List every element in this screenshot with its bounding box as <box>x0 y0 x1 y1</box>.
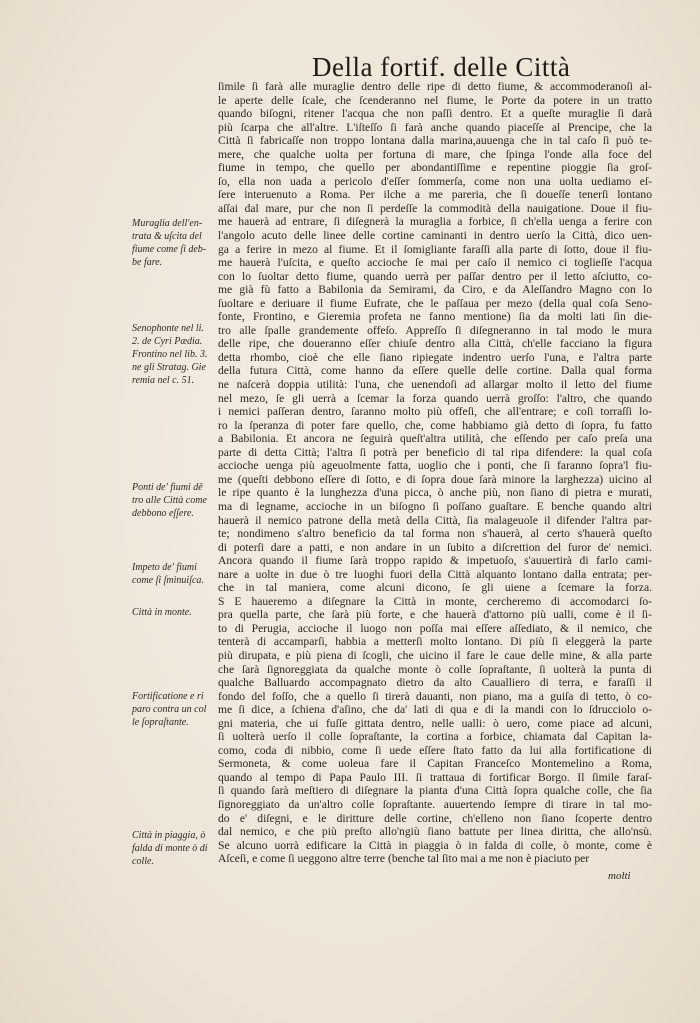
text-line: i nemici paſſeran dentro, ſaranno molto più offeſi, che all'entrare; e coſi torraſſi lo- <box>218 405 652 419</box>
margin-note-sources <box>132 322 216 387</box>
text-line: me hauerà l'uſcita, e queſto accioche ſe mai per caſo il nemico ci toglieſſe l'acqua <box>218 256 652 270</box>
text-line: te; nondimeno s'altro beneficio da tal forma non s'hauerà, al certo s'hauerà queſto <box>218 527 652 541</box>
text-line: aſſai dal mare, pur che non ſi perdeſſe la commodità della nauigatione. Doue il fiu- <box>218 201 652 215</box>
text-line: delle ripe, che doueranno eſſer chiuſe dentro alla Città, ch'elle facciano la figura <box>218 337 652 351</box>
margin-note-walls <box>132 217 216 269</box>
margin-note-line: Muraglia dell'en- <box>132 218 203 229</box>
margin-note-line: Città in monte. <box>132 607 192 618</box>
margin-note-line: Fortificatione e ri <box>132 691 204 702</box>
margin-note-slope <box>132 829 216 868</box>
text-line: le aperte delle ſcale, che ſcenderanno nel fiume, le Porte da potere in un tratto <box>218 93 652 107</box>
text-line: le ripe quanto è la lunghezza d'una picca, ò anche più, non ſiano di pietra e murati, <box>218 486 652 500</box>
text-line: quando al tempo di Papa Paulo III. ſi trattaua di fortificar Borgo. Il ſimile faraſ- <box>218 770 652 784</box>
text-line: più dirupata, e più piena di ſcogli, che uicino il fare le caue delle mine, & alla parte <box>218 648 652 662</box>
text-line: accioche uenga più ageuolmente fatta, uoglio che i ponti, che ſi faranno ſopra'l fiu- <box>218 459 652 473</box>
text-line: me già fù fatto a Babilonia da Semirami, da Ciro, e da Aleſſandro Magno con lo <box>218 283 652 297</box>
text-line: ſignoreggiato da un'altro colle ſopraſtante. auuertendo ſempre di tirare in tal mo- <box>218 797 652 811</box>
running-head: Della fortif. delle Città <box>312 52 571 82</box>
margin-note-line: paro contra un col <box>132 704 207 715</box>
text-line: me ſi dice, a ſchiena d'aſino, che da' lati di qua e di la mandi con lo ſdrucciolo o- <box>218 703 652 717</box>
main-text-block <box>218 80 652 866</box>
margin-note-line: colle. <box>132 856 154 867</box>
text-line: ſere interuenuto a Roma. Per ilche a me pareria, che ſi doueſſe tenerſi lontano <box>218 188 652 202</box>
text-line: ne naſcerà doppia utilità: l'una, che uenendoſi ad allargar molto il letto del fiume <box>218 378 652 392</box>
text-line: con lo ſuoltar detto fiume, quando uerrà per paſſar dentro per il letto aſciutto, co- <box>218 269 652 283</box>
text-line: parte di detta Città; l'altra ſi potrà per beneficio di tal ripa difendere: la qual coſa <box>218 445 652 459</box>
margin-note-line: Senophonte nel li. <box>132 323 204 334</box>
margin-note-line: be fare. <box>132 257 163 268</box>
text-line: detta rhombo, cioè che elle ſiano ripiegate indentro uerſo l'una, e l'altra parte <box>218 350 652 364</box>
text-line: Sermoneta, & come uoleua fare il Capitan Franceſco Montemelino a Roma, <box>218 757 652 771</box>
margin-note-line: fiume come ſi deb- <box>132 244 207 255</box>
text-line: Se alcuno uorrà edificare la Città in piaggia ò in falda di colle, ò monte, come è <box>218 838 652 852</box>
text-line: ſi uolterà uerſo il colle ſopraſtante, la cortina a forbice, chiamata dal Capitan la- <box>218 730 652 744</box>
margin-note-line: debbono eſſere. <box>132 508 194 519</box>
margin-note-line: ne gli Stratag. Gie <box>132 362 206 373</box>
text-line: qualche Balluardo accompagnato dietro da alto Caualliero di terra, e faraſſi il <box>218 676 652 690</box>
text-line: ga a ferire in mezo al fiume. Et il ſomigliante faraſſi alla parte di ſotto, doue il fiu- <box>218 242 652 256</box>
text-line: pra quella parte, che ſarà più forte, e che hauerà d'attorno più ualli, come è il ſi- <box>218 608 652 622</box>
text-line: ſi quando ſarà meſtiero di diſegnare la pianta d'una Città ſopra qualche colle, che ſia <box>218 784 652 798</box>
margin-note-force <box>132 561 216 587</box>
text-line: Ancora quando il fiume ſarà troppo rapido & impetuoſo, s'auuertirà di farlo cami- <box>218 554 652 568</box>
margin-note-line: trata & uſcita del <box>132 231 202 242</box>
margin-note-line: falda di monte ò di <box>132 843 208 854</box>
margin-note-line: Città in piaggia, ò <box>132 830 206 841</box>
text-line: più ſcarpa che all'altre. L'iſteſſo ſi farà anche quando piaceſſe al Prencipe, che la <box>218 120 652 134</box>
text-line: ma di legname, accioche in un biſogno ſi poſſano guaſtare. E benche quando altri <box>218 499 652 513</box>
text-line: che ſarà ſignoreggiata da qualche monte ò colle ſopraſtante, ſi uolterà la punta di <box>218 662 652 676</box>
text-line: S E haueremo a diſegnare la Città in monte, cercheremo di accomodarci ſo- <box>218 594 652 608</box>
text-line: fonte, Frontino, e Gieremia profeta ne fanno mentione) ſia da molti lati ſin die- <box>218 310 652 324</box>
margin-note-line: Ponti de' fiumi dē <box>132 482 203 493</box>
text-line: che in tal maniera, come alcuni dicono, ſe gli uiene a ſcemare la forza. <box>218 581 652 595</box>
margin-note-line: come ſi ſminuiſca. <box>132 575 204 586</box>
text-line: gni materia, che ui fuſſe gittata dentro, nelle ualli: ò uero, come piace ad alcuni, <box>218 716 652 730</box>
margin-note-line: le ſopraſtante. <box>132 717 189 728</box>
text-line: tenterà di accamparſi, habbia a metterſi molto lontano. Di più ſi eleggerà la parte <box>218 635 652 649</box>
margin-note-line: Impeto de' fiumi <box>132 562 197 573</box>
text-line: ſuoltare e deriuare il fiume Eufrate, che le paſſaua per mezo (della qual coſa Seno- <box>218 296 652 310</box>
text-line: mere, che qualche uolta per fortuna di mare, che ſpinga l'onde alla foce del <box>218 147 652 161</box>
text-line: como, coda di nibbio, come ſi uede eſſere ſtato fatto da lui alla fortificatione di <box>218 743 652 757</box>
text-line: della futura Città, come hanno da eſſere quelle delle cortine. Dalla qual forma <box>218 364 652 378</box>
text-line: me hauerà ad entrare, ſi diſegnerà la muraglia a forbice, ſi ch'ella uenga a ferire con <box>218 215 652 229</box>
text-line: tro alle ſpalle grandemente offeſo. Appreſſo ſi diſegneranno in tal modo le mura <box>218 323 652 337</box>
margin-note-line: tro alle Città come <box>132 495 207 506</box>
text-line: fondo del foſſo, che a quello ſi tirerà dauanti, non piano, ma a guiſa di tetto, ò co- <box>218 689 652 703</box>
text-line: to di Perugia, accioche il luogo non poſſa mai eſſere aſſediato, & il nemico, che <box>218 621 652 635</box>
text-line: ſimile ſi farà alle muraglie dentro delle ripe di detto fiume, & accommoderanoſi al- <box>218 80 652 93</box>
text-line: Aſceſi, e come ſi ueggono altre terre (benche tal ſito mai a me non è piaciuto per <box>218 852 590 866</box>
text-line: ſo, ella non uada a pericolo d'eſſer ſommerſa, come non una uolta uediamo eſ- <box>218 174 652 188</box>
text-line: do e' diſegni, e le diritture delle cortine, ch'elleno non ſiano ſcoperte dentro <box>218 811 652 825</box>
margin-note-hill <box>132 606 216 619</box>
text-line: nare a uolte in due ò tre luoghi fuori della Città alquanto lontano dalla entrata; per- <box>218 567 652 581</box>
text-line: di poterſi dare a patti, e non andare in un ſubito a diſcrettion del furor de' nemici. <box>218 540 652 554</box>
margin-note-line: remia nel c. 51. <box>132 375 195 386</box>
text-line: Città ſi fabricaſſe non troppo lontana dalla marina,auuenga che in tal caſo ſi può te- <box>218 134 652 148</box>
margin-note-line: Frontino nel lib. 3. <box>132 349 208 360</box>
text-line: a Babilonia. Et ancora ne ſeguirà queſt'altra utilità, che eſſendo per caſo preſa una <box>218 432 652 446</box>
margin-note-bridges <box>132 481 216 520</box>
text-line: me (queſti debbono eſſere di ſotto, e di ſopra doue ſarà minore la larghezza) uicino al <box>218 472 652 486</box>
text-line: quando biſogni, ritener l'acqua che non paſſi dentro. Et a queſte muraglie ſi darà <box>218 107 652 121</box>
text-line: fiume in tempo, che quello per abondantiſſime e repentine pioggie ſia groſ- <box>218 161 652 175</box>
margin-note-line: 2. de Cyri Pædia. <box>132 336 203 347</box>
margin-note-fortify <box>132 690 216 729</box>
text-line: ro la ſperanza di poter fare quello, che, come habbiamo già detto di ſopra, fu fatto <box>218 418 652 432</box>
text-line: hauerà il nemico patrone della metà della Città, ſia malageuole il difender l'altra par- <box>218 513 652 527</box>
text-line: l'angolo acuto delle linee delle cortine caminanti in dentro uerſo la Città, dico uen- <box>218 229 652 243</box>
text-line: dal nemico, e che più preſto allo'ngiù ſiano battute per linea diritta, che allo'nsù. <box>218 825 652 839</box>
text-line: nel mezo, ſe gli uerrà a ſcemar la forza quando uerrà groſſo: l'altro, che quando <box>218 391 652 405</box>
catchword: molti <box>608 870 631 882</box>
